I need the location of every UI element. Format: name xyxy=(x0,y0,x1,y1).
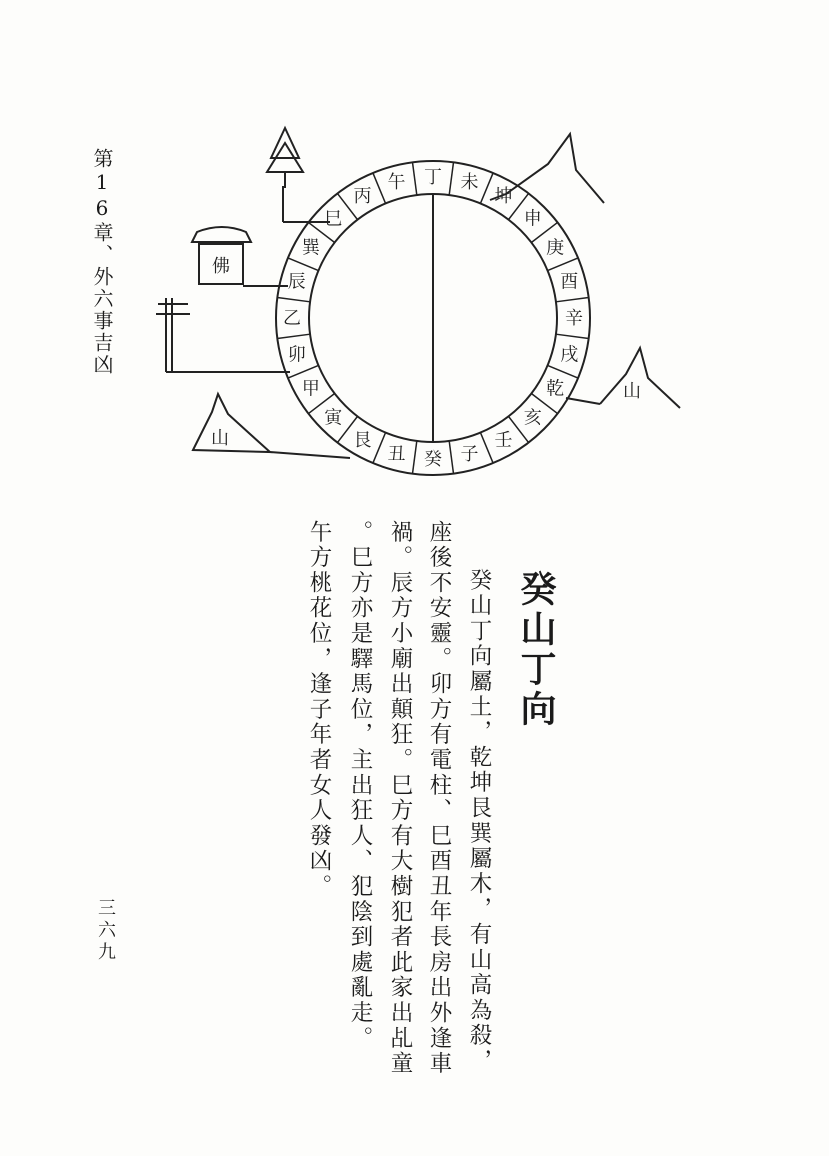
direction-label: 坤 xyxy=(494,185,513,207)
compass-ring xyxy=(276,161,590,475)
sector-divider xyxy=(288,365,318,378)
sector-divider xyxy=(480,433,493,463)
page-number: 三六九 xyxy=(95,898,116,964)
direction-label: 辰 xyxy=(287,271,306,293)
mountain-label: 山 xyxy=(211,428,229,449)
direction-label: 巳 xyxy=(324,208,343,230)
electric-pole-icon xyxy=(156,298,290,372)
direction-label: 戌 xyxy=(560,344,579,366)
direction-label: 庚 xyxy=(546,237,565,259)
direction-label: 癸 xyxy=(424,449,442,470)
direction-label: 酉 xyxy=(560,271,579,293)
direction-label: 艮 xyxy=(353,430,372,452)
direction-label: 乙 xyxy=(283,308,301,329)
section-title: 癸山丁向 xyxy=(515,570,556,730)
direction-label: 卯 xyxy=(287,344,306,366)
direction-label: 壬 xyxy=(494,430,513,452)
body-line-4: 。巳方亦是驛馬位，主出狂人、犯陰到處亂走。 xyxy=(347,520,373,1052)
direction-label: 寅 xyxy=(324,407,343,429)
sector-divider xyxy=(277,298,310,302)
direction-label: 午 xyxy=(387,171,406,193)
temple-label: 佛 xyxy=(212,256,230,277)
sector-divider xyxy=(277,334,310,338)
sector-divider xyxy=(548,258,578,271)
running-head: 第16章、外六事吉凶 xyxy=(90,148,114,376)
direction-label: 丑 xyxy=(387,444,406,466)
body-line-1: 癸山丁向屬土，乾坤艮巽屬木，有山高為殺， xyxy=(466,568,492,1074)
mountain-label-right: 山 xyxy=(623,381,641,402)
direction-label: 申 xyxy=(523,208,542,230)
sector-divider xyxy=(288,258,318,271)
sector-divider xyxy=(373,173,386,203)
body-line-2: 座後不安靈。卯方有電柱、巳酉丑年長房出外逢車 xyxy=(426,520,452,1077)
direction-label: 乾 xyxy=(546,378,565,400)
sector-divider xyxy=(413,162,417,195)
sector-divider xyxy=(556,334,589,338)
sector-divider xyxy=(449,162,453,195)
body-line-5: 午方桃花位，逢子年者女人發凶。 xyxy=(306,520,332,900)
direction-label: 丁 xyxy=(424,167,442,188)
sector-divider xyxy=(548,365,578,378)
direction-label: 辛 xyxy=(565,308,583,329)
direction-label: 子 xyxy=(460,444,479,466)
sector-divider xyxy=(373,433,386,463)
temple-icon xyxy=(192,227,288,286)
direction-label: 未 xyxy=(460,171,479,193)
sector-divider xyxy=(449,441,453,474)
direction-label: 甲 xyxy=(301,378,320,400)
compass-diagram xyxy=(0,0,829,520)
direction-label: 亥 xyxy=(523,407,542,429)
sector-divider xyxy=(556,298,589,302)
body-line-3: 禍。辰方小廟出顛狂。巳方有大樹犯者此家出乩童 xyxy=(387,520,413,1077)
mountain-icon-top-right xyxy=(490,134,604,203)
direction-label: 丙 xyxy=(353,185,372,207)
sector-divider xyxy=(413,441,417,474)
direction-label: 巽 xyxy=(301,237,320,259)
